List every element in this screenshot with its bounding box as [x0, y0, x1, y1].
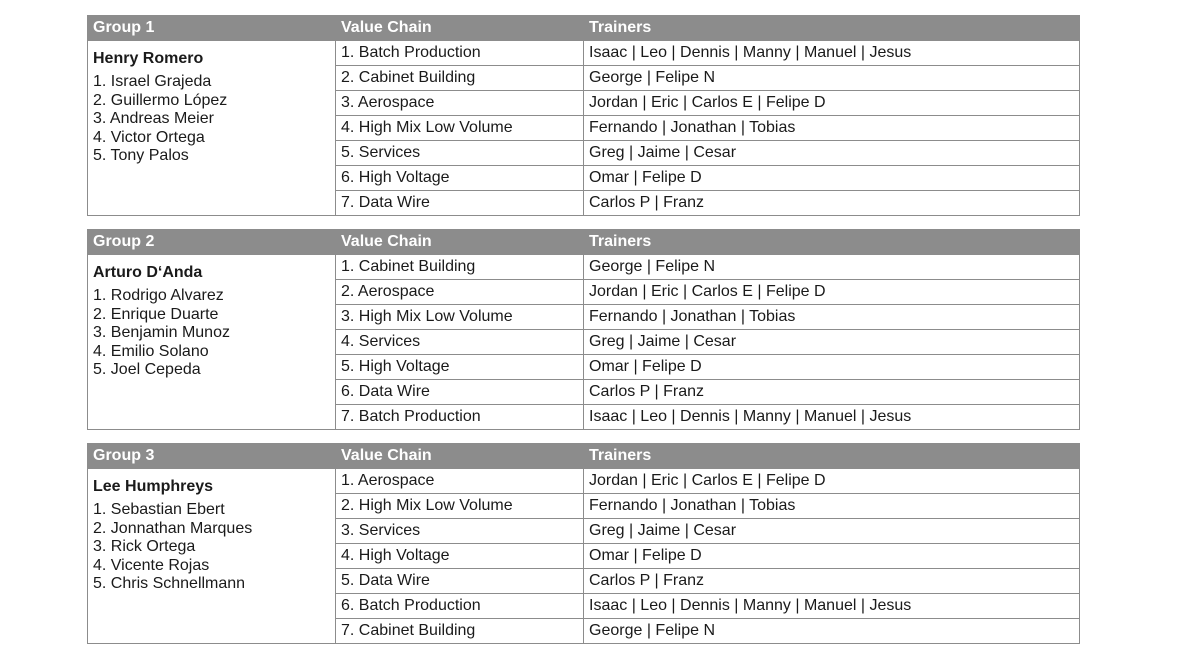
list-item: 1. Rodrigo Alvarez [93, 287, 224, 304]
list-item: 3. Rick Ortega [93, 538, 196, 555]
trainers-cell: Fernando | Jonathan | Tobias [584, 116, 1080, 141]
group-2-table [87, 229, 1080, 430]
list-item: 2. Guillermo López [93, 91, 228, 109]
list-item: 1. Israel Grajeda [93, 73, 212, 90]
trainers-cell: Fernando | Jonathan | Tobias [584, 305, 1080, 330]
list-item: 5. Joel Cepeda [93, 361, 201, 378]
table-row [88, 255, 1080, 280]
trainers-cell: Fernando | Jonathan | Tobias [584, 494, 1080, 519]
trainers-cell: George | Felipe N [584, 255, 1080, 280]
trainers-cell: Carlos P | Franz [584, 569, 1080, 594]
trainers-cell: Jordan | Eric | Carlos E | Felipe D [584, 91, 1080, 116]
trainers-cell: Greg | Jaime | Cesar [584, 519, 1080, 544]
trainers-cell: Carlos P | Franz [584, 191, 1080, 216]
list-item: 2. Jonnathan Marques [93, 519, 253, 537]
value-chain-cell: 7. Batch Production [336, 405, 584, 430]
members-cell [88, 469, 336, 644]
list-item: 3. Benjamin Munoz [93, 324, 230, 341]
value-chain-cell: 5. Data Wire [336, 569, 584, 594]
member-list [93, 287, 335, 380]
list-item: 4. Vicente Rojas [93, 556, 210, 574]
group-leader: Henry Romero [93, 50, 204, 67]
group-title: Group 2 [88, 230, 336, 255]
value-chain-cell: 2. Cabinet Building [336, 66, 584, 91]
trainers-cell: Jordan | Eric | Carlos E | Felipe D [584, 469, 1080, 494]
trainers-cell: Greg | Jaime | Cesar [584, 330, 1080, 355]
trainers-cell: George | Felipe N [584, 66, 1080, 91]
group-header-row [88, 16, 1080, 41]
list-item: 4. Emilio Solano [93, 342, 209, 360]
value-chain-cell: 7. Data Wire [336, 191, 584, 216]
group-title: Group 3 [88, 444, 336, 469]
trainers-cell: Isaac | Leo | Dennis | Manny | Manuel | Jesus [584, 594, 1080, 619]
members-cell [88, 255, 336, 430]
value-chain-cell: 4. Services [336, 330, 584, 355]
value-chain-cell: 3. High Mix Low Volume [336, 305, 584, 330]
trainers-cell: Isaac | Leo | Dennis | Manny | Manuel | Jesus [584, 405, 1080, 430]
table-row [88, 41, 1080, 66]
trainers-cell: Carlos P | Franz [584, 380, 1080, 405]
trainers-cell: Jordan | Eric | Carlos E | Felipe D [584, 280, 1080, 305]
group-title: Group 1 [88, 16, 336, 41]
value-chain-cell: 3. Services [336, 519, 584, 544]
value-chain-cell: 5. High Voltage [336, 355, 584, 380]
members-cell [88, 41, 336, 216]
trainers-cell: Omar | Felipe D [584, 544, 1080, 569]
trainers-cell: Omar | Felipe D [584, 355, 1080, 380]
value-chain-cell: 5. Services [336, 141, 584, 166]
group-leader: Lee Humphreys [93, 478, 214, 495]
list-item: 5. Chris Schnellmann [93, 575, 246, 592]
list-item: 1. Sebastian Ebert [93, 501, 225, 518]
trainers-header: Trainers [584, 16, 1080, 41]
table-row [88, 469, 1080, 494]
list-item: 4. Victor Ortega [93, 128, 205, 146]
value-chain-header: Value Chain [336, 16, 584, 41]
list-item: 2. Enrique Duarte [93, 305, 219, 323]
group-header-row [88, 444, 1080, 469]
trainers-header: Trainers [584, 444, 1080, 469]
value-chain-cell: 3. Aerospace [336, 91, 584, 116]
group-3-table [87, 443, 1080, 644]
value-chain-cell: 1. Cabinet Building [336, 255, 584, 280]
group-leader: Arturo D‘Anda [93, 264, 203, 281]
group-1-table [87, 15, 1080, 216]
value-chain-cell: 1. Batch Production [336, 41, 584, 66]
value-chain-cell: 7. Cabinet Building [336, 619, 584, 644]
value-chain-header: Value Chain [336, 230, 584, 255]
trainers-cell: Greg | Jaime | Cesar [584, 141, 1080, 166]
value-chain-cell: 2. Aerospace [336, 280, 584, 305]
value-chain-cell: 1. Aerospace [336, 469, 584, 494]
value-chain-cell: 6. Batch Production [336, 594, 584, 619]
trainers-cell: George | Felipe N [584, 619, 1080, 644]
value-chain-cell: 4. High Voltage [336, 544, 584, 569]
value-chain-cell: 6. Data Wire [336, 380, 584, 405]
trainers-cell: Isaac | Leo | Dennis | Manny | Manuel | Jesus [584, 41, 1080, 66]
group-header-row [88, 230, 1080, 255]
value-chain-header: Value Chain [336, 444, 584, 469]
trainers-cell: Omar | Felipe D [584, 166, 1080, 191]
list-item: 3. Andreas Meier [93, 110, 214, 127]
value-chain-cell: 2. High Mix Low Volume [336, 494, 584, 519]
member-list [93, 501, 335, 594]
member-list [93, 73, 335, 166]
list-item: 5. Tony Palos [93, 147, 189, 164]
trainers-header: Trainers [584, 230, 1080, 255]
value-chain-cell: 4. High Mix Low Volume [336, 116, 584, 141]
value-chain-cell: 6. High Voltage [336, 166, 584, 191]
